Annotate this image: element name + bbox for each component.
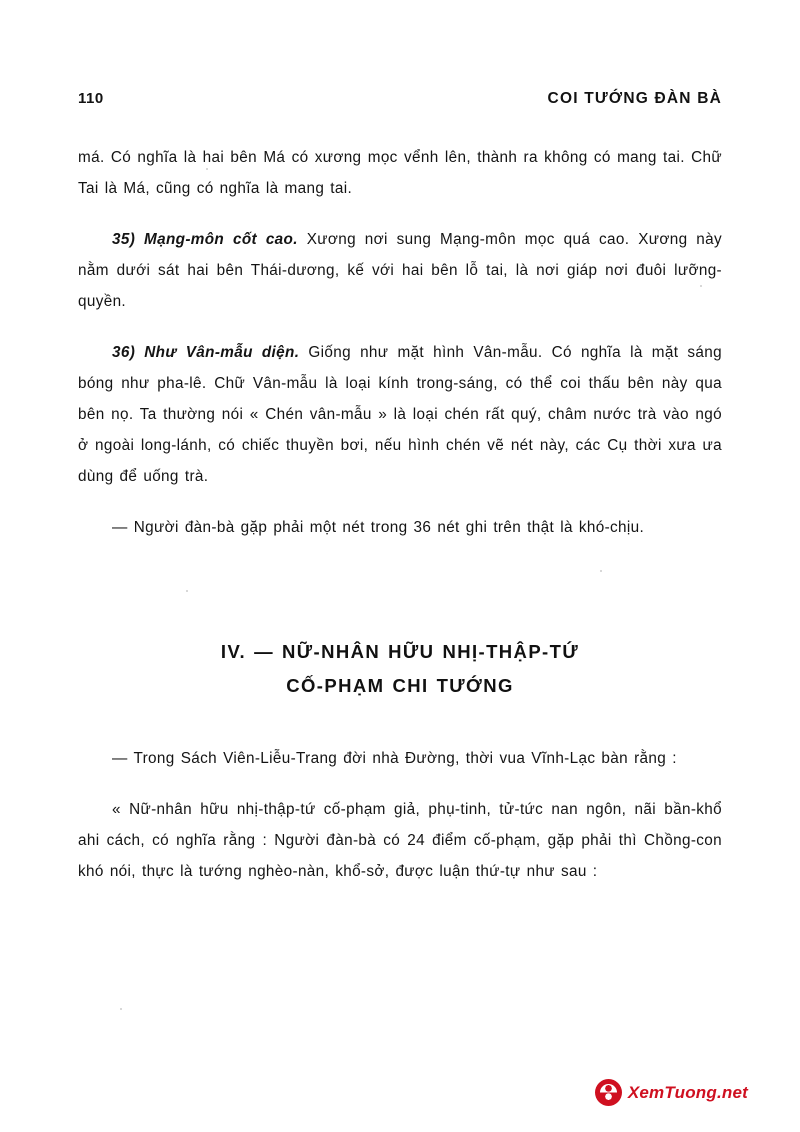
item-35-title: 35) Mạng-môn cốt cao. — [112, 231, 298, 248]
paragraph-text: má. Có nghĩa là hai bên Má có xương mọc vểnh lên, thành ra không có mang tai. Chữ Tai là Má, cũng có nghĩa là mang tai. — [78, 149, 722, 197]
paragraph-quote — [78, 794, 722, 887]
section-heading-line-1: IV. — NỮ-NHÂN HỮU NHỊ-THẬP-TỨ — [220, 641, 580, 662]
running-head: COI TƯỚNG ĐÀN BÀ — [547, 90, 722, 107]
scan-speck — [120, 1008, 122, 1010]
paragraph-text: — Người đàn-bà gặp phải một nét trong 36 nét ghi trên thật là khó-chịu. — [112, 519, 645, 536]
scan-speck — [600, 570, 602, 572]
scan-speck — [186, 590, 188, 592]
scan-speck — [206, 168, 208, 170]
item-36-title: 36) Như Vân-mẫu diện. — [112, 344, 300, 361]
section-heading — [78, 635, 722, 703]
item-36-text: Giống như mặt hình Vân-mẫu. Có nghĩa là mặt sáng bóng như pha-lê. Chữ Vân-mẫu là loại kính trong-sáng, có thể coi thấu bên này qua bên nọ. Ta thường nói « Chén vân-mẫu » là loại chén rất quý, châm nước trà vào ngó ở ngoài long-lánh, có chiếc thuyền bơi, nếu hình chén vẽ nét này, các Cụ thời xưa ưa dùng để uống trà. — [78, 344, 722, 485]
watermark-text: XemTuong.net — [627, 1082, 748, 1102]
item-35-text: Xương nơi sung Mạng-môn mọc quá cao. Xương này nằm dưới sát hai bên Thái-dương, kế với hai bên lỗ tai, là nơi giáp nơi đuôi lưỡng-quyền. — [78, 231, 722, 310]
paragraph-item-36 — [78, 337, 722, 492]
paragraph-note — [78, 512, 722, 543]
paragraph-item-35 — [78, 224, 722, 317]
paragraph-continuation — [78, 142, 722, 204]
paragraph-text: — Trong Sách Viên-Liễu-Trang đời nhà Đường, thời vua Vĩnh-Lạc bàn rằng : — [112, 750, 677, 767]
page-body — [78, 142, 722, 887]
section-heading-line-2: CỐ-PHẠM CHI TƯỚNG — [286, 675, 514, 696]
paragraph-text: « Nữ-nhân hữu nhị-thập-tứ cố-phạm giả, phụ-tinh, tử-tức nan ngôn, nãi bần-khổ ahi cách, có nghĩa rằng : Người đàn-bà có 24 điểm cố-phạm, gặp phải thì Chồng-con khó nói, thực là tướng nghèo-nàn, khổ-sở, được luận thứ-tự như sau : — [78, 801, 722, 880]
page-header — [78, 90, 722, 108]
watermark-logo — [595, 1079, 748, 1106]
yin-yang-icon — [595, 1079, 622, 1106]
paragraph-source — [78, 743, 722, 774]
page-number: 110 — [78, 90, 104, 107]
scan-speck — [700, 285, 702, 287]
